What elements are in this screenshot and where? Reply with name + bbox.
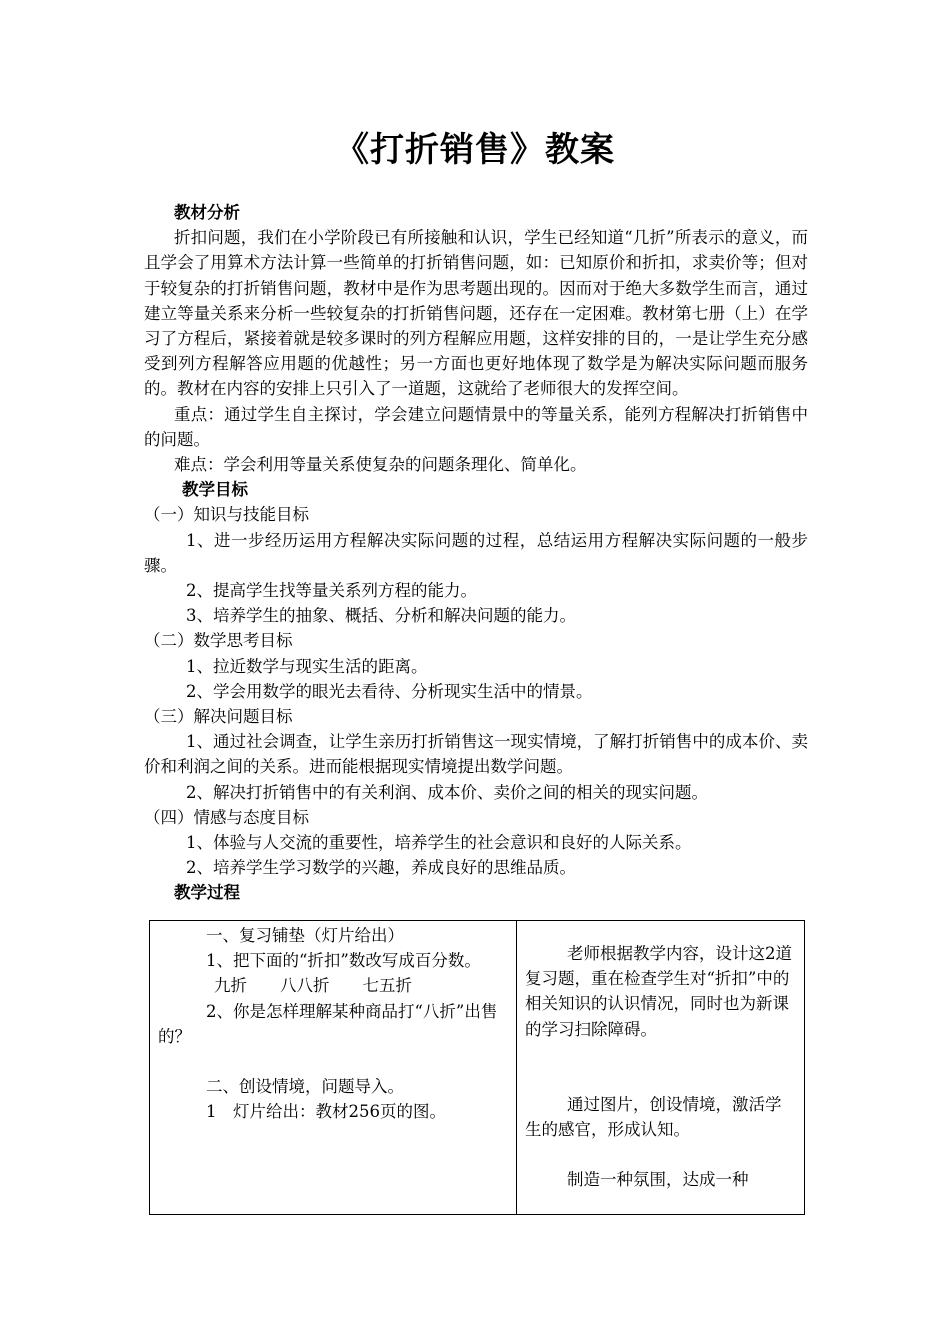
goal4-item: 1、体验与人交流的重要性，培养学生的社会意识和良好的人际关系。 — [186, 833, 692, 853]
key-point: 重点：通过学生自主探讨，学会建立问题情景中的等量关系，能列方程解决打折销售中的问题。 — [144, 404, 808, 449]
goal1-item: 1、进一步经历运用方程解决实际问题的过程，总结运用方程解决实际问题的一般步骤。 — [144, 530, 808, 575]
analysis-heading: 教材分析 — [174, 203, 240, 222]
goal2-item: 1、拉近数学与现实生活的距离。 — [186, 656, 428, 676]
page-title: 《打折销售》教案 — [335, 130, 615, 170]
scene-heading: 二、创设情境，问题导入。 — [206, 1077, 404, 1097]
review-options: 九折 八八折 七五折 — [214, 976, 412, 996]
goal4-heading: （四）情感与态度目标 — [144, 807, 309, 827]
difficulty: 难点：学会利用等量关系使复杂的问题条理化、简单化。 — [174, 455, 587, 475]
goal4-item: 2、培养学生学习数学的兴趣，养成良好的思维品质。 — [186, 858, 576, 878]
goal1-item: 3、培养学生的抽象、概括、分析和解决问题的能力。 — [186, 606, 576, 626]
process-steps-cell — [150, 921, 517, 1215]
spacer — [525, 1042, 796, 1092]
spacer — [158, 1049, 508, 1074]
table-row — [150, 921, 805, 1215]
process-heading: 教学过程 — [174, 883, 240, 903]
scene-item: 1 灯片给出：教材256页的图。 — [206, 1102, 446, 1122]
review-question: 1、把下面的“折扣”数改写成百分数。 — [206, 951, 481, 971]
process-table — [149, 920, 805, 1215]
spacer — [525, 1142, 796, 1167]
document-body — [144, 200, 808, 906]
goals-heading: 教学目标 — [182, 480, 248, 500]
teacher-note: 制造一种氛围，达成一种 — [567, 1170, 749, 1190]
goal3-item: 2、解决打折销售中的有关利润、成本价、卖价之间的相关的现实问题。 — [186, 782, 708, 802]
teacher-note: 通过图片，创设情境，激活学生的感官，形成认知。 — [525, 1094, 782, 1140]
goal1-heading: （一）知识与技能目标 — [144, 505, 309, 525]
goal2-item: 2、学会用数学的眼光去看待、分析现实生活中的情景。 — [186, 681, 593, 701]
analysis-text: 折扣问题，我们在小学阶段已有所接触和认识，学生已经知道“几折”所表示的意义，而且学会了用算术方法计算一些简单的打折销售问题，如：已知原价和折扣，求卖价等；但对于较复杂的打折销售问题，教材中是作为思考题出现的。因而对于绝大多数学生而言，通过建立等量关系来分析一些较复杂的打折销售问题，还存在一定困难。教材第七册（上）在学习了方程后，紧接着就是较多课时的列方程解应用题，这样安排的目的，一是让学生充分感受到列方程解答应用题的优越性；另一方面也更好地体现了数学是为解决实际问题而服务的。教材在内容的安排上只引入了一道题，这就给了老师很大的发挥空间。 — [144, 228, 808, 399]
goal1-item: 2、提高学生找等量关系列方程的能力。 — [186, 581, 477, 601]
teacher-notes-cell — [517, 921, 805, 1215]
goal3-heading: （三）解决问题目标 — [144, 707, 293, 727]
review-heading: 一、复习铺垫（灯片给出） — [206, 926, 404, 945]
teacher-note: 老师根据教学内容，设计这2道复习题，重在检查学生对“折扣”中的相关知识的认识情况，同时也为新课的学习扫除障碍。 — [525, 944, 792, 1039]
review-question: 2、你是怎样理解某种商品打“八折”出售的？ — [158, 1001, 498, 1046]
goal2-heading: （二）数学思考目标 — [144, 631, 293, 651]
goal3-item: 1、通过社会调查，让学生亲历打折销售这一现实情境，了解打折销售中的成本价、卖价和利润之间的关系。进而能根据现实情境提出数学问题。 — [144, 732, 808, 777]
